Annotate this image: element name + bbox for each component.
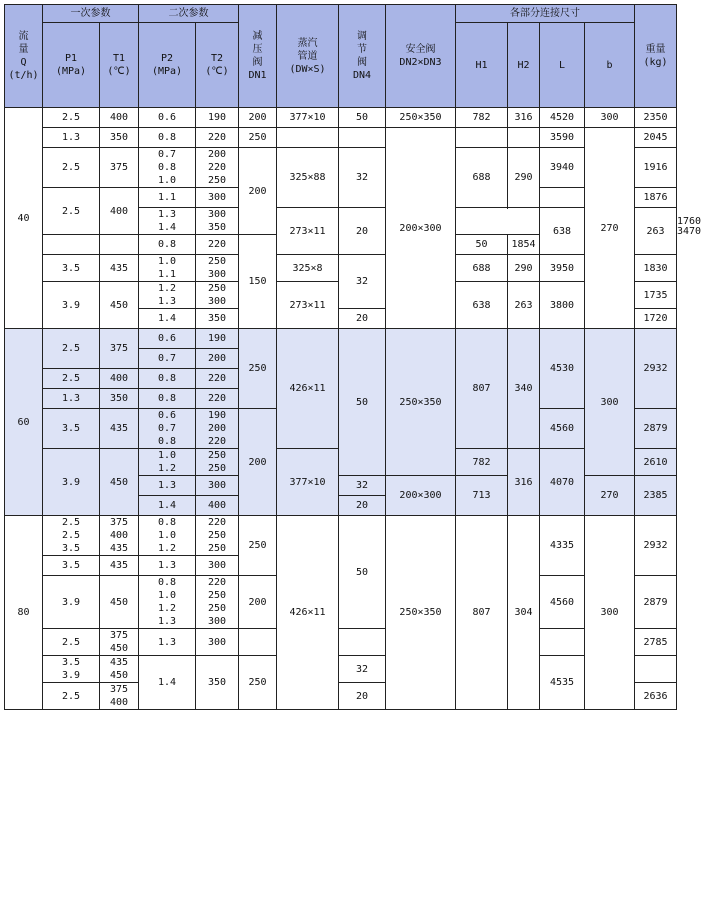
safety-cell: 250×350: [386, 329, 456, 476]
table-row: [5, 329, 677, 349]
t2-cell: 300: [196, 188, 239, 208]
h1-cell: 782: [456, 449, 508, 476]
p2-cell: 1.1: [139, 188, 196, 208]
header-b: b: [585, 23, 635, 108]
dn4-cell: 50: [339, 329, 386, 476]
t1-cell: 400: [100, 369, 139, 389]
p1-cell: 2.5: [43, 683, 100, 710]
dn1-cell: 250: [239, 516, 277, 576]
p1-cell: 2.5: [43, 188, 100, 235]
spec-table: 流 量 Q (t/h) 一次参数 二次参数 减 压 阀 DN1 蒸汽 管道 (DW×S) 调 节 阀 DN4 安全阀 DN2×DN3 各部分连接尺寸 重量 (kg) P1 (MPa) T1 (℃) P2 (MPa) T2 (℃) H1 H2 L b 40 2.5 400 0.6 190 200 377×10 50 250×350 782 316 4520 300 2350 1.3 350 0.8 220 250 200×300 3590 270 2045 2.5 375 0.7 0.8 1.0 200 220 250 200 3940 1916 325×88 32 688 290 2.5 400 1.1 300 1876 1.3 1.4 300 350 273×11 20 638 263 3470 1760 0.8 220 150 50 1854 3.5 435 1.0 1.1 250 300 325×8 32 688 290 3950 1830 3.9 450 1.2 1.3 250 300 273×11 638 263 3800 1735 1.4 350 20 1720 60 2.5 375 0.6 190 250 426×11 50 250×350 807 340 4530 300 2932 0.7 200 2.5 400 0.8 220 1.3 350 0.8 220 3.5 435 0.6 0.7 0.8 190 200 220 200 4560 2879 3.9 450 1.0 1.2 250 250 377×10 782 316 4070 2610 1.3 300 32 200×300 713 270 2385 1.4 400 20 80 2.5 2.5 3.5 375 400 435 0.8 1.0 1.2 220 250 250 250 426×11 50 250×350 807 304 4335 300 2932 3.5 435 1.3 300 3.9 450 0.8 1.0 1.2 1.3 220 250 250 300 200 4560 2879 2.5 375 450 1.3 300 2785 3.5 3.9 435 450 1.4 350 250 4535 32 2.5 375 400 20 2636: [4, 4, 677, 710]
steam-cell: 273×11: [277, 282, 339, 329]
t2-cell: 200 220 250: [196, 148, 239, 188]
table-row: [5, 108, 677, 128]
t2-cell: 190: [196, 108, 239, 128]
l-cell: 4535: [540, 656, 585, 710]
t2-cell: 220: [196, 128, 239, 148]
t2-cell: 220 250 250 300: [196, 576, 239, 629]
dn1-cell: 200: [239, 108, 277, 128]
p2-cell: 0.8: [139, 235, 196, 255]
t1-cell: 450: [100, 282, 139, 329]
header-dims: 各部分连接尺寸: [456, 5, 635, 23]
p1-cell: 2.5: [43, 108, 100, 128]
dn4-cell: [339, 629, 386, 656]
weight-cell: 1854: [508, 235, 540, 255]
header-primary: 一次参数: [43, 5, 139, 23]
p1-cell: 1.3: [43, 389, 100, 409]
t2-cell: 300 350: [196, 208, 239, 235]
l-cell: 3800: [540, 282, 585, 329]
flow-cell: 40: [5, 108, 43, 329]
t1-cell: 435 450: [100, 656, 139, 683]
header-weight: 重量 (kg): [635, 5, 677, 108]
l-cell: 4335: [540, 516, 585, 576]
safety-cell: 250×350: [386, 516, 456, 710]
l-cell: [540, 188, 585, 208]
p1-cell: 3.9: [43, 282, 100, 329]
dn1-cell: 200: [239, 409, 277, 516]
l-cell: 3950: [540, 255, 585, 282]
p2-cell: 0.7 0.8 1.0: [139, 148, 196, 188]
p2-cell: 1.3: [139, 556, 196, 576]
p2-cell: 1.4: [139, 309, 196, 329]
header-safety: 安全阀 DN2×DN3: [386, 5, 456, 108]
header-dn1: 减 压 阀 DN1: [239, 5, 277, 108]
safety-cell: 200×300: [386, 128, 456, 329]
flow-cell: 60: [5, 329, 43, 516]
t2-cell: 400: [196, 496, 239, 516]
steam-cell: 273×11: [277, 208, 339, 255]
header-dn4: 调 节 阀 DN4: [339, 5, 386, 108]
p2-cell: 1.4: [139, 656, 196, 710]
l-cell: 4520: [540, 108, 585, 128]
b-cell: 270: [585, 128, 635, 329]
p1-cell: 3.9: [43, 576, 100, 629]
steam-cell: 426×11: [277, 329, 339, 449]
header-flow: 流 量 Q (t/h): [5, 5, 43, 108]
flow-cell: 80: [5, 516, 43, 710]
weight-cell: 2932: [635, 516, 677, 576]
h1-cell: 638: [540, 208, 585, 255]
t1-cell: 375 400 435: [100, 516, 139, 556]
h1-cell: 638: [456, 282, 508, 329]
p2-cell: 0.6: [139, 108, 196, 128]
t2-cell: 250 300: [196, 282, 239, 309]
weight-cell: 2879: [635, 576, 677, 629]
h2-cell: 263: [508, 282, 540, 329]
steam-cell: 325×88: [277, 148, 339, 208]
dn4-cell: 20: [339, 309, 386, 329]
steam-cell: 377×10: [277, 108, 339, 128]
weight-cell: [635, 656, 677, 683]
dn4-cell: 50: [339, 516, 386, 629]
t1-cell: [100, 235, 139, 255]
dn1-cell: 250: [239, 329, 277, 409]
l-cell: 4560: [540, 409, 585, 449]
h1-cell: [456, 128, 508, 148]
p2-cell: 1.4: [139, 496, 196, 516]
steam-cell: 426×11: [277, 516, 339, 710]
weight-cell: 1916: [635, 148, 677, 188]
p1-cell: 2.5: [43, 329, 100, 369]
t2-cell: 190 200 220: [196, 409, 239, 449]
dn4-cell: 20: [339, 496, 386, 516]
l-cell: 4530: [540, 329, 585, 409]
h1-cell: 713: [456, 476, 508, 516]
t1-cell: 435: [100, 409, 139, 449]
safety-cell: 250×350: [386, 108, 456, 128]
p2-cell: 1.3: [139, 629, 196, 656]
p2-cell: 0.8: [139, 389, 196, 409]
weight-cell: 1830: [635, 255, 677, 282]
p1-cell: 2.5: [43, 629, 100, 656]
t1-cell: 350: [100, 128, 139, 148]
header-l: L: [540, 23, 585, 108]
dn4-cell: 50: [456, 235, 508, 255]
h1-cell: 688: [456, 148, 508, 208]
p1-cell: 2.5: [43, 369, 100, 389]
p2-cell: 0.6: [139, 329, 196, 349]
weight-cell: 2610: [635, 449, 677, 476]
dn1-cell: [239, 629, 277, 656]
t1-cell: 400: [100, 108, 139, 128]
t2-cell: 190: [196, 329, 239, 349]
t2-cell: 250 300: [196, 255, 239, 282]
t2-cell: 200: [196, 349, 239, 369]
p1-cell: 2.5 2.5 3.5: [43, 516, 100, 556]
t1-cell: 375 450: [100, 629, 139, 656]
b-cell: 270: [585, 476, 635, 516]
weight-cell: 1876: [635, 188, 677, 208]
dn1-cell: 250: [239, 128, 277, 148]
t1-cell: 450: [100, 576, 139, 629]
t1-cell: 375: [100, 148, 139, 188]
weight-cell: 2636: [635, 683, 677, 710]
p1-cell: [43, 235, 100, 255]
steam-cell: [277, 128, 339, 148]
header-h2: H2: [508, 23, 540, 108]
dn4-cell: 32: [339, 656, 386, 683]
p1-cell: 3.5: [43, 255, 100, 282]
p2-cell: 0.7: [139, 349, 196, 369]
t2-cell: 300: [196, 476, 239, 496]
t1-cell: 435: [100, 556, 139, 576]
t2-cell: 300: [196, 556, 239, 576]
header-t1: T1 (℃): [100, 23, 139, 108]
t2-cell: 350: [196, 309, 239, 329]
t2-cell: 220 250 250: [196, 516, 239, 556]
h2-cell: 263: [635, 208, 677, 255]
h2-cell: 290: [508, 148, 540, 208]
t2-cell: 220: [196, 235, 239, 255]
b-cell: 300: [585, 516, 635, 710]
l-cell: 3590: [540, 128, 585, 148]
dn1-cell: 200: [239, 576, 277, 629]
header-secondary: 二次参数: [139, 5, 239, 23]
p2-cell: 0.8: [139, 128, 196, 148]
t2-cell: 220: [196, 389, 239, 409]
weight-cell: 2879: [635, 409, 677, 449]
weight-cell: 2350: [635, 108, 677, 128]
header-t2: T2 (℃): [196, 23, 239, 108]
p2-cell: 1.3 1.4: [139, 208, 196, 235]
weight-cell: 1720: [635, 309, 677, 329]
p1-cell: 3.5 3.9: [43, 656, 100, 683]
p2-cell: 1.0 1.2: [139, 449, 196, 476]
safety-cell: 200×300: [386, 476, 456, 516]
dn4-cell: 32: [339, 148, 386, 208]
p1-cell: 3.5: [43, 409, 100, 449]
h1-cell: 807: [456, 329, 508, 449]
p2-cell: 0.6 0.7 0.8: [139, 409, 196, 449]
dn4-cell: 32: [339, 476, 386, 496]
dn1-cell: 200: [239, 148, 277, 235]
weight-cell: 2932: [635, 329, 677, 409]
h1-cell: 782: [456, 108, 508, 128]
dn4-cell: 20: [339, 683, 386, 710]
h1-cell: 807: [456, 516, 508, 710]
t1-cell: 375: [100, 329, 139, 369]
p1-cell: 3.5: [43, 556, 100, 576]
h2-cell: 290: [508, 255, 540, 282]
h2-cell: 340: [508, 329, 540, 449]
weight-cell: 2045: [635, 128, 677, 148]
p2-cell: 0.8 1.0 1.2 1.3: [139, 576, 196, 629]
dn1-cell: 250: [239, 656, 277, 710]
l-cell: 3940: [540, 148, 585, 188]
h2-cell: [508, 128, 540, 148]
t2-cell: 250 250: [196, 449, 239, 476]
p1-cell: 1.3: [43, 128, 100, 148]
p1-cell: 3.9: [43, 449, 100, 516]
p2-cell: 0.8 1.0 1.2: [139, 516, 196, 556]
t1-cell: 435: [100, 255, 139, 282]
b-cell: 300: [585, 108, 635, 128]
weight-cell: 1735: [635, 282, 677, 309]
l-cell: [540, 629, 585, 656]
steam-cell: 325×8: [277, 255, 339, 282]
t1-cell: 450: [100, 449, 139, 516]
table-row: [5, 128, 677, 148]
p2-cell: 1.2 1.3: [139, 282, 196, 309]
b-cell: 300: [585, 329, 635, 476]
dn4-cell: 32: [339, 255, 386, 309]
dn4-cell: 20: [339, 208, 386, 255]
header-h1: H1: [456, 23, 508, 108]
steam-cell: 377×10: [277, 449, 339, 516]
t2-cell: 300: [196, 629, 239, 656]
t2-cell: 220: [196, 369, 239, 389]
t1-cell: 400: [100, 188, 139, 235]
weight-cell: 2385: [635, 476, 677, 516]
h2-cell: 316: [508, 108, 540, 128]
p2-cell: 1.3: [139, 476, 196, 496]
l-cell: 4070: [540, 449, 585, 516]
t1-cell: 375 400: [100, 683, 139, 710]
h2-cell: 316: [508, 449, 540, 516]
header-p2: P2 (MPa): [139, 23, 196, 108]
header-p1: P1 (MPa): [43, 23, 100, 108]
l-cell: 4560: [540, 576, 585, 629]
weight-cell: 2785: [635, 629, 677, 656]
dn4-cell: [339, 128, 386, 148]
t2-cell: 350: [196, 656, 239, 710]
h2-cell: 304: [508, 516, 540, 710]
h1-cell: 688: [456, 255, 508, 282]
dn1-cell: 150: [239, 235, 277, 329]
header-steam: 蒸汽 管道 (DW×S): [277, 5, 339, 108]
p2-cell: 0.8: [139, 369, 196, 389]
p1-cell: 2.5: [43, 148, 100, 188]
p2-cell: 1.0 1.1: [139, 255, 196, 282]
dn4-cell: 50: [339, 108, 386, 128]
t1-cell: 350: [100, 389, 139, 409]
